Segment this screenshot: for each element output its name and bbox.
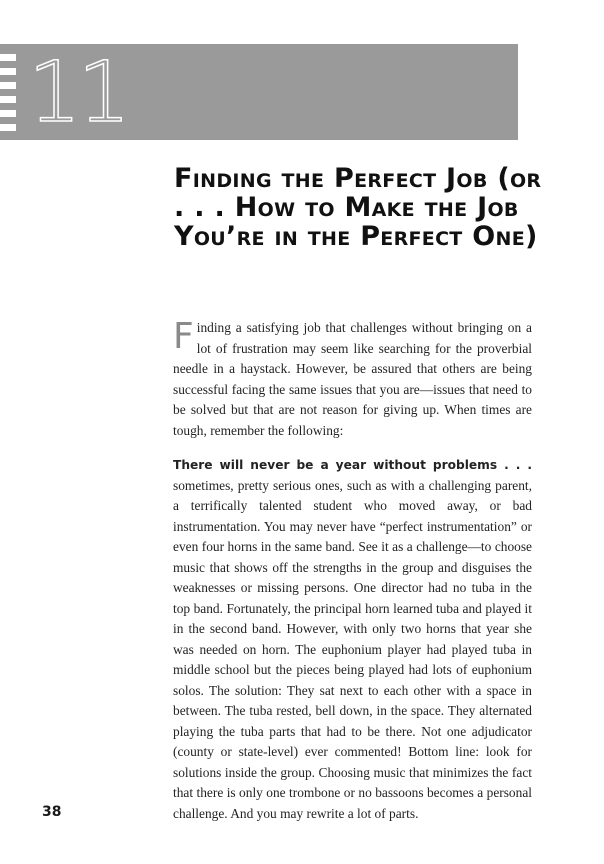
chapter-number: 11 — [28, 43, 127, 141]
problems-paragraph-text: sometimes, pretty serious ones, such as with a challenging parent, a terrifically talented student who moved away, or bad instrumentation. You may never have “perfect instrumentation” or even four horns in the same band. See it as a challenge—to choose music that shows off the strengths in the group and disguises the weaknesses or missing persons. One director had no tuba in the top band. Fortunately, the principal horn learned tuba and played it in the second band. However, with only two horns that year she was needed on horn. The euphonium player had played tuba in middle school but the pieces being played had lots of euphonium solos. The solution: They sat next to each other with a space in between. The tuba rested, bell down, in the space. They alternated playing the tuba parts that had to be there. Not one adjudicator (county or state-level) ever commented! Bottom line: look for solutions inside the group. Choosing music that minimizes the fact that there is only one trombone or no bassoons becomes a personal challenge. And you may rewrite a lot of parts. — [173, 477, 532, 821]
band-stripe — [0, 54, 16, 61]
band-stripe — [0, 82, 16, 89]
intro-paragraph — [173, 318, 532, 441]
chapter-title: Finding the Perfect Job (or . . . How to Make the Job You’re in the Perfect One) — [174, 163, 542, 252]
body-text — [173, 318, 532, 838]
problems-paragraph — [173, 455, 532, 824]
chapter-band-stripes — [0, 54, 16, 136]
paragraph-lead-in: There will never be a year without problems . . . — [173, 458, 532, 472]
page-number: 38 — [42, 804, 62, 820]
drop-cap: F — [173, 316, 194, 357]
band-stripe — [0, 124, 16, 131]
intro-paragraph-text: inding a satisfying job that challenges without bringing on a lot of frustration may seem like searching for the proverbial needle in a haystack. However, be assured that others are being successful facing the same issues that you are—issues that need to be solved but that are not reason for giving up. When times are tough, remember the following: — [173, 320, 532, 438]
band-stripe — [0, 110, 16, 117]
band-stripe — [0, 96, 16, 103]
band-stripe — [0, 68, 16, 75]
